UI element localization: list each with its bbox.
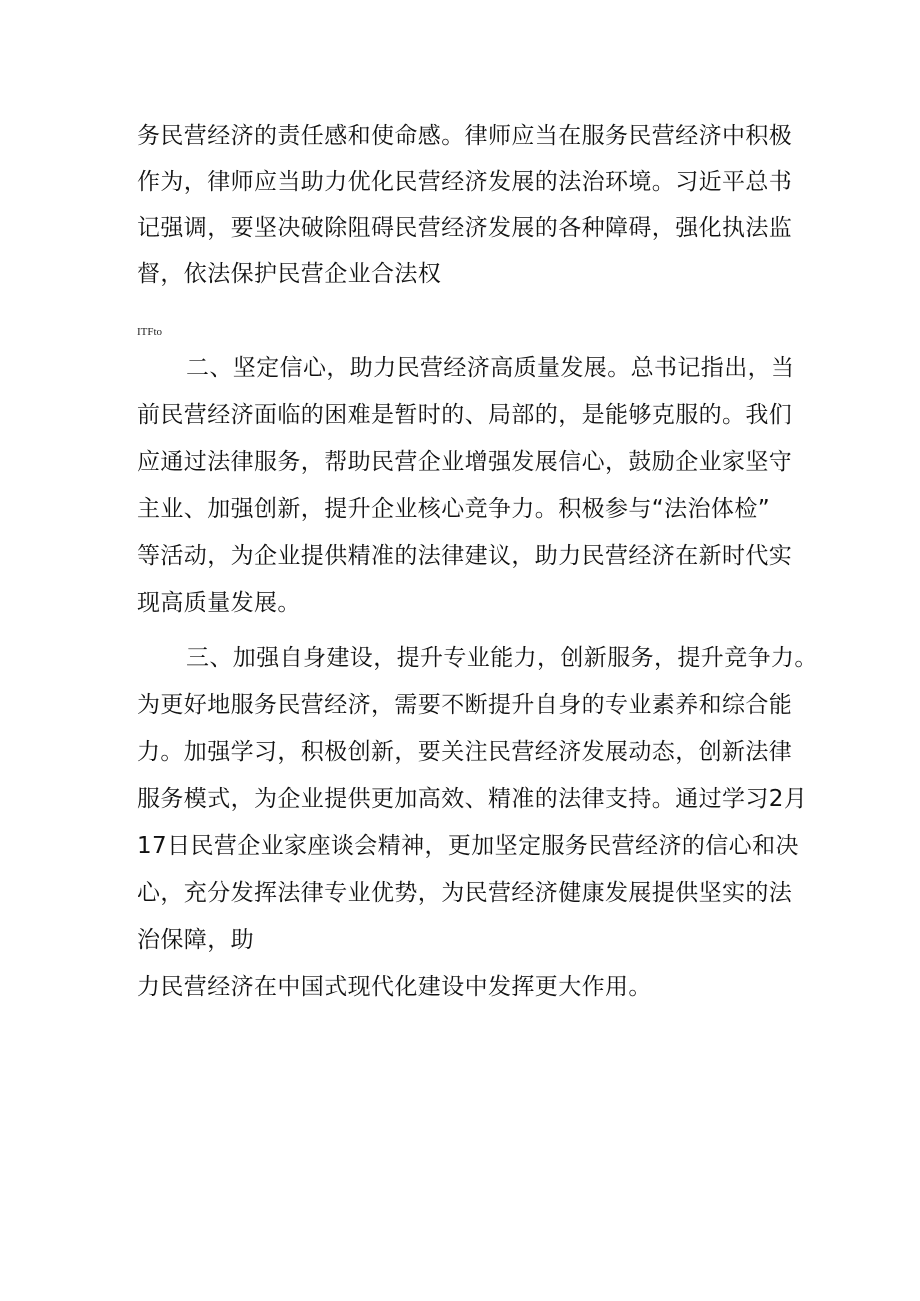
paragraph-1-line-3: 记强调，要坚决破除阻碍民营经济发展的各种障碍，强化执法监 [137, 215, 793, 241]
paragraph-1-line-1: 务民营经济的责任感和使命感。律师应当在服务民营经济中积极 [137, 123, 793, 149]
section-2-line-2: 前民营经济面临的困难是暂时的、局部的，是能够克服的。我们 [137, 402, 793, 428]
section-3-heading-line: 三、加强自身建设，提升专业能力，创新服务，提升竞争力。 [186, 645, 818, 671]
section-2-line-5: 等活动，为企业提供精准的法律建议，助力民营经济在新时代实 [137, 543, 793, 569]
section-3-line-7: 治保障，助 [137, 927, 254, 953]
section-3-line-5: 17日民营企业家座谈会精神，更加坚定服务民营经济的信心和决 [137, 833, 799, 859]
stray-text: ITFto [137, 326, 163, 338]
section-3-line-8: 力民营经济在中国式现代化建设中发挥更大作用。 [137, 974, 652, 1000]
section-3-line-3: 力。加强学习，积极创新，要关注民营经济发展动态，创新法律 [137, 739, 793, 765]
section-2-line-3: 应通过法律服务，帮助民营企业增强发展信心，鼓励企业家坚守 [137, 449, 793, 475]
section-3-line-4: 服务模式，为企业提供更加高效、精准的法律支持。通过学习2月 [137, 786, 808, 812]
section-2-line-4: 主业、加强创新，提升企业核心竞争力。积极参与“法治体检” [137, 496, 771, 522]
section-2-line-6: 现高质量发展。 [137, 590, 301, 616]
paragraph-1-line-2: 作为，律师应当助力优化民营经济发展的法治环境。习近平总书 [137, 169, 793, 195]
section-3-line-6: 心，充分发挥法律专业优势，为民营经济健康发展提供坚实的法 [137, 880, 793, 906]
paragraph-1-line-4: 督，依法保护民营企业合法权 [137, 261, 442, 287]
section-2-heading-line: 二、坚定信心，助力民营经济高质量发展。总书记指出，当 [186, 355, 795, 381]
section-3-line-2: 为更好地服务民营经济，需要不断提升自身的专业素养和综合能 [137, 692, 793, 718]
